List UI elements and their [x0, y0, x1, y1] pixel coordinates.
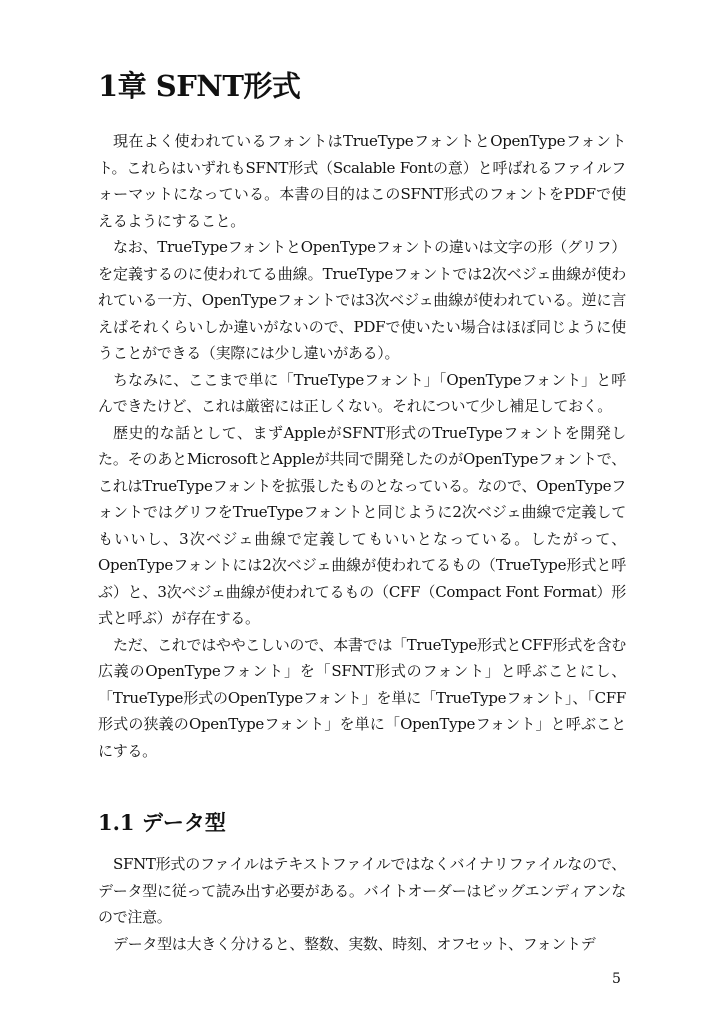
chapter-body — [98, 128, 626, 764]
paragraph-intro: 現在よく使われているフォントはTrueTypeフォントとOpenTypeフォントト。これらはいずれもSFNT形式（Scalable Fontの意）と呼ばれるファイルフォーマットになっている。本書の目的はこのSFNT形式のフォントをPDFで使えるようにすること。 — [98, 132, 626, 230]
paragraph-naming: ただ、これではややこしいので、本書では「TrueType形式とCFF形式を含む広義のOpenTypeフォント」を「SFNT形式のフォント」と呼ぶことにし、「TrueType形式のOpenTypeフォント」を単に「TrueTypeフォント」、「CFF形式の狭義のOpenTypeフォント」を単に「OpenTypeフォント」と呼ぶことにする。 — [98, 635, 626, 760]
paragraph-curves: なお、TrueTypeフォントとOpenTypeフォントの違いは文字の形（グリフ）を定義するのに使われてる曲線。TrueTypeフォントでは2次ベジェ曲線が使われている一方、OpenTypeフォントでは3次ベジェ曲線が使われている。逆に言えばそれくらいしか違いがないので、PDFで使いたい場合はほぼ同じように使うことができる（実際には少し違いがある）。 — [98, 238, 626, 362]
page-number: 5 — [612, 971, 621, 987]
section-title: 1.1 データ型 — [98, 810, 226, 835]
section-body — [98, 851, 626, 957]
paragraph-binary: SFNT形式のファイルはテキストファイルではなくバイナリファイルなので、データ型に従って読み出す必要がある。バイトオーダーはビッグエンディアンなので注意。 — [98, 855, 626, 926]
paragraph-history: 歴史的な話として、まずAppleがSFNT形式のTrueTypeフォントを開発した。そのあとMicrosoftとAppleが共同で開発したのがOpenTypeフォントで、これはTrueTypeフォントを拡張したものとなっている。なので、OpenTypeフォントではグリフをTrueTypeフォントと同じように2次ベジェ曲線で定義してもいいし、3次ベジェ曲線で定義してもいいとなっている。したがって、OpenTypeフォントには2次ベジェ曲線が使われてるもの（TrueType形式と呼ぶ）と、3次ベジェ曲線が使われてるもの（CFF（Compact Font Format）形式と呼ぶ）が存在する。 — [98, 423, 626, 627]
paragraph-data-types: データ型は大きく分けると、整数、実数、時刻、オフセット、フォントデ — [113, 934, 596, 953]
paragraph-terminology-note: ちなみに、ここまで単に「TrueTypeフォント」「OpenTypeフォント」と呼んできたけど、これは厳密には正しくない。それについて少し補足しておく。 — [98, 370, 626, 415]
chapter-title: 1章 SFNT形式 — [98, 69, 301, 103]
